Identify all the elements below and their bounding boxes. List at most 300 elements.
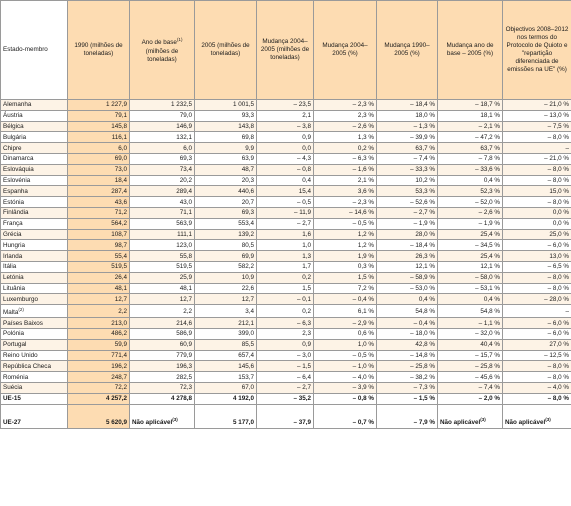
cell-state: Espanha (1, 186, 68, 197)
cell-change-base-05-pct: – 32,0 % (438, 329, 503, 340)
table-row (1, 121, 571, 132)
cell-change-04-05-pct: 2,3 % (314, 110, 377, 121)
cell-change-90-05-pct: 0,4 % (377, 294, 438, 305)
table-row (1, 350, 571, 361)
cell-change-04-05-pct: 0,3 % (314, 261, 377, 272)
cell-state: Grécia (1, 229, 68, 240)
cell-1990: 196,2 (68, 361, 130, 372)
cell-2005: 10,9 (195, 272, 257, 283)
table-row (1, 294, 571, 305)
cell-change-mt: – 23,5 (257, 100, 314, 111)
cell-change-mt: 1,6 (257, 229, 314, 240)
cell-kyoto-target: – 8,0 % (503, 272, 571, 283)
cell-2005: 553,4 (195, 218, 257, 229)
table-row (1, 175, 571, 186)
cell-state: UE-27 (1, 404, 68, 428)
cell-kyoto-target: – 8,0 % (503, 132, 571, 143)
header-change-base-2005-pct: Mudança ano de base – 2005 (%) (438, 1, 503, 100)
cell-kyoto-target: – 6,0 % (503, 329, 571, 340)
table-row (1, 207, 571, 218)
state-name: Malta (3, 309, 19, 317)
cell-change-90-05-pct: – 33,3 % (377, 164, 438, 175)
table-row (1, 143, 571, 154)
cell-change-04-05-pct: – 0,5 % (314, 218, 377, 229)
cell-kyoto-target: 13,0 % (503, 251, 571, 262)
cell-state: Portugal (1, 339, 68, 350)
cell-kyoto-target: 0,0 % (503, 218, 571, 229)
cell-1990: 771,4 (68, 350, 130, 361)
cell-1990: 486,2 (68, 329, 130, 340)
table-row (1, 229, 571, 240)
cell-kyoto-target: – 4,0 % (503, 383, 571, 394)
cell-base-year: 586,9 (130, 329, 195, 340)
cell-base-year: 25,9 (130, 272, 195, 283)
cell-change-base-05-pct: – 2,1 % (438, 121, 503, 132)
cell-change-mt: 1,0 (257, 240, 314, 251)
cell-2005: 80,5 (195, 240, 257, 251)
cell-base-year: 20,2 (130, 175, 195, 186)
cell-1990: 59,9 (68, 339, 130, 350)
cell-kyoto-target: – 12,5 % (503, 350, 571, 361)
cell-state: Hungria (1, 240, 68, 251)
cell-change-mt: 0,2 (257, 305, 314, 318)
cell-change-mt: 0,9 (257, 339, 314, 350)
cell-change-90-05-pct: – 18,0 % (377, 329, 438, 340)
cell-change-base-05-pct: – 15,7 % (438, 350, 503, 361)
cell-state: Reino Unido (1, 350, 68, 361)
cell-change-mt: 0,2 (257, 272, 314, 283)
cell-change-base-05-pct: 52,3 % (438, 186, 503, 197)
cell-state: Luxemburgo (1, 294, 68, 305)
cell-kyoto-target: 0,0 % (503, 207, 571, 218)
cell-change-base-05-pct: – 33,6 % (438, 164, 503, 175)
table-body (1, 100, 571, 429)
cell-state: Bélgica (1, 121, 68, 132)
cell-state: Bulgária (1, 132, 68, 143)
cell-base-year: 72,3 (130, 383, 195, 394)
cell-kyoto-target: – 6,5 % (503, 261, 571, 272)
cell-2005: 20,3 (195, 175, 257, 186)
cell-1990: 43,6 (68, 197, 130, 208)
not-applicable-text: Não aplicável (440, 418, 481, 426)
table-row (1, 186, 571, 197)
table-row (1, 361, 571, 372)
cell-state: Letónia (1, 272, 68, 283)
table-row-ue15 (1, 393, 571, 404)
cell-state: Itália (1, 261, 68, 272)
table-row (1, 218, 571, 229)
cell-change-90-05-pct: – 14,8 % (377, 350, 438, 361)
cell-change-90-05-pct: – 58,9 % (377, 272, 438, 283)
cell-2005: 212,1 (195, 318, 257, 329)
cell-change-90-05-pct: – 1,5 % (377, 393, 438, 404)
cell-change-90-05-pct: – 2,7 % (377, 207, 438, 218)
cell-1990: 4 257,2 (68, 393, 130, 404)
cell-change-04-05-pct: 1,0 % (314, 339, 377, 350)
cell-2005: 85,5 (195, 339, 257, 350)
cell-change-04-05-pct: 6,1 % (314, 305, 377, 318)
cell-change-90-05-pct: – 7,9 % (377, 404, 438, 428)
cell-base-year: 60,9 (130, 339, 195, 350)
table-row (1, 272, 571, 283)
cell-change-base-05-pct: – 2,6 % (438, 207, 503, 218)
header-change-2004-2005-mt: Mudança 2004–2005 (milhões de toneladas) (257, 1, 314, 100)
cell-change-04-05-pct: – 2,9 % (314, 318, 377, 329)
table-row (1, 329, 571, 340)
cell-change-base-05-pct: – 7,8 % (438, 153, 503, 164)
cell-change-base-05-pct: – 2,0 % (438, 393, 503, 404)
cell-state: Polónia (1, 329, 68, 340)
cell-change-base-05-pct: 63,7 % (438, 143, 503, 154)
cell-1990: 213,0 (68, 318, 130, 329)
footnote-ref: (3) (480, 416, 486, 422)
cell-base-year: 12,7 (130, 294, 195, 305)
table-row (1, 261, 571, 272)
cell-2005: 69,9 (195, 251, 257, 262)
cell-change-base-05-pct: – 7,4 % (438, 383, 503, 394)
cell-1990: 55,4 (68, 251, 130, 262)
cell-change-04-05-pct: 1,5 % (314, 272, 377, 283)
cell-change-04-05-pct: 1,2 % (314, 229, 377, 240)
table-row (1, 153, 571, 164)
cell-2005: 440,6 (195, 186, 257, 197)
cell-change-04-05-pct: 7,2 % (314, 283, 377, 294)
table-row (1, 197, 571, 208)
header-member-state: Estado-membro (1, 1, 68, 100)
cell-kyoto-target: – (503, 305, 571, 318)
cell-change-mt: – 1,5 (257, 361, 314, 372)
cell-kyoto-target: – (503, 143, 571, 154)
cell-change-mt: – 6,4 (257, 372, 314, 383)
cell-state: Eslovénia (1, 175, 68, 186)
cell-change-90-05-pct: 10,2 % (377, 175, 438, 186)
cell-change-90-05-pct: – 53,0 % (377, 283, 438, 294)
cell-change-90-05-pct: 12,1 % (377, 261, 438, 272)
cell-kyoto-target: – 8,0 % (503, 197, 571, 208)
cell-change-base-05-pct: – 1,9 % (438, 218, 503, 229)
cell-2005: 48,7 (195, 164, 257, 175)
cell-state: Países Baixos (1, 318, 68, 329)
cell-1990: 287,4 (68, 186, 130, 197)
table-row (1, 100, 571, 111)
cell-state: Irlanda (1, 251, 68, 262)
header-base-year (130, 1, 195, 100)
cell-change-90-05-pct: 63,7 % (377, 143, 438, 154)
cell-change-04-05-pct: – 2,3 % (314, 100, 377, 111)
footnote-ref: (3) (545, 416, 551, 422)
cell-2005: 63,9 (195, 153, 257, 164)
cell-2005: 9,9 (195, 143, 257, 154)
cell-base-year: 6,0 (130, 143, 195, 154)
cell-change-base-05-pct: 54,8 % (438, 305, 503, 318)
header-base-year-label: Ano de base (141, 39, 177, 47)
cell-kyoto-target: – 8,0 % (503, 361, 571, 372)
cell-state: Estónia (1, 197, 68, 208)
cell-change-base-05-pct: – 34,5 % (438, 240, 503, 251)
cell-base-year: 519,5 (130, 261, 195, 272)
cell-1990: 72,2 (68, 383, 130, 394)
cell-2005: 399,0 (195, 329, 257, 340)
cell-1990: 6,0 (68, 143, 130, 154)
cell-1990: 248,7 (68, 372, 130, 383)
cell-kyoto-target: – 21,0 % (503, 153, 571, 164)
cell-change-base-05-pct: 0,4 % (438, 294, 503, 305)
cell-change-mt: 1,7 (257, 261, 314, 272)
cell-change-04-05-pct: – 1,0 % (314, 361, 377, 372)
cell-change-04-05-pct: – 2,3 % (314, 197, 377, 208)
cell-change-mt: – 35,2 (257, 393, 314, 404)
cell-base-year: 123,0 (130, 240, 195, 251)
cell-kyoto-target: – 28,0 % (503, 294, 571, 305)
cell-change-mt: – 3,0 (257, 350, 314, 361)
cell-change-90-05-pct: – 18,4 % (377, 100, 438, 111)
cell-change-base-05-pct: – 45,6 % (438, 372, 503, 383)
cell-change-04-05-pct: 0,6 % (314, 329, 377, 340)
cell-base-year (130, 404, 195, 428)
cell-2005: 143,8 (195, 121, 257, 132)
header-kyoto-targets: Objectivos 2008–2012 nos termos do Protocolo de Quioto e "repartição diferenciada de emissões na UE" (%) (503, 1, 571, 100)
cell-1990: 12,7 (68, 294, 130, 305)
cell-2005: 153,7 (195, 372, 257, 383)
cell-change-90-05-pct: 42,8 % (377, 339, 438, 350)
table-row (1, 110, 571, 121)
cell-change-base-05-pct: – 53,1 % (438, 283, 503, 294)
cell-change-base-05-pct: 12,1 % (438, 261, 503, 272)
cell-change-90-05-pct: 54,8 % (377, 305, 438, 318)
cell-base-year: 4 278,8 (130, 393, 195, 404)
cell-change-04-05-pct: 2,1 % (314, 175, 377, 186)
cell-change-04-05-pct: – 1,6 % (314, 164, 377, 175)
cell-state: França (1, 218, 68, 229)
cell-state: Roménia (1, 372, 68, 383)
cell-1990: 519,5 (68, 261, 130, 272)
cell-kyoto-target: – 8,0 % (503, 175, 571, 186)
cell-change-90-05-pct: 53,3 % (377, 186, 438, 197)
cell-change-mt: – 2,7 (257, 218, 314, 229)
cell-1990: 26,4 (68, 272, 130, 283)
cell-change-base-05-pct: – 58,0 % (438, 272, 503, 283)
cell-state: Chipre (1, 143, 68, 154)
cell-base-year: 71,1 (130, 207, 195, 218)
table-header-row (1, 1, 571, 100)
cell-base-year: 779,9 (130, 350, 195, 361)
cell-1990: 108,7 (68, 229, 130, 240)
cell-state: UE-15 (1, 393, 68, 404)
cell-2005: 1 001,5 (195, 100, 257, 111)
cell-2005: 4 192,0 (195, 393, 257, 404)
cell-change-mt: – 4,3 (257, 153, 314, 164)
cell-1990: 73,0 (68, 164, 130, 175)
cell-base-year: 111,1 (130, 229, 195, 240)
cell-change-mt: – 37,9 (257, 404, 314, 428)
cell-change-base-05-pct: 40,4 % (438, 339, 503, 350)
cell-kyoto-target: – 8,0 % (503, 372, 571, 383)
cell-kyoto-target: – 8,0 % (503, 393, 571, 404)
cell-kyoto-target: – 8,0 % (503, 164, 571, 175)
table-row (1, 251, 571, 262)
table-row (1, 240, 571, 251)
cell-change-mt: – 0,1 (257, 294, 314, 305)
not-applicable-text: Não aplicável (505, 418, 546, 426)
cell-change-90-05-pct: – 38,2 % (377, 372, 438, 383)
cell-base-year: 2,2 (130, 305, 195, 318)
cell-base-year: 214,6 (130, 318, 195, 329)
cell-change-mt: 2,1 (257, 110, 314, 121)
cell-change-base-05-pct: – 52,0 % (438, 197, 503, 208)
cell-change-mt: – 3,8 (257, 121, 314, 132)
cell-change-90-05-pct: – 52,6 % (377, 197, 438, 208)
cell-change-base-05-pct: 18,1 % (438, 110, 503, 121)
cell-change-04-05-pct: – 4,0 % (314, 372, 377, 383)
cell-base-year: 55,8 (130, 251, 195, 262)
cell-2005: 582,2 (195, 261, 257, 272)
header-2005: 2005 (milhões de toneladas) (195, 1, 257, 100)
cell-2005: 69,3 (195, 207, 257, 218)
cell-kyoto-target: – 6,0 % (503, 318, 571, 329)
cell-2005: 145,6 (195, 361, 257, 372)
header-base-year-unit: (milhões de toneladas) (145, 47, 179, 63)
cell-state: Alemanha (1, 100, 68, 111)
cell-change-04-05-pct: – 2,6 % (314, 121, 377, 132)
cell-state: República Checa (1, 361, 68, 372)
table-row (1, 383, 571, 394)
cell-change-90-05-pct: – 7,4 % (377, 153, 438, 164)
cell-change-base-05-pct: – 25,8 % (438, 361, 503, 372)
cell-change-04-05-pct: – 14,6 % (314, 207, 377, 218)
cell-1990: 48,1 (68, 283, 130, 294)
cell-change-04-05-pct: – 0,4 % (314, 294, 377, 305)
cell-change-base-05-pct: – 47,2 % (438, 132, 503, 143)
cell-1990: 145,8 (68, 121, 130, 132)
table-row (1, 164, 571, 175)
cell-change-90-05-pct: 26,3 % (377, 251, 438, 262)
cell-change-90-05-pct: – 7,3 % (377, 383, 438, 394)
cell-change-mt: 0,0 (257, 143, 314, 154)
cell-change-mt: – 0,5 (257, 197, 314, 208)
cell-base-year: 563,9 (130, 218, 195, 229)
cell-1990: 564,2 (68, 218, 130, 229)
cell-1990: 71,2 (68, 207, 130, 218)
cell-change-90-05-pct: – 1,3 % (377, 121, 438, 132)
cell-change-base-05-pct: – 1,1 % (438, 318, 503, 329)
cell-2005: 139,2 (195, 229, 257, 240)
cell-change-04-05-pct: – 3,9 % (314, 383, 377, 394)
cell-change-mt: – 0,8 (257, 164, 314, 175)
cell-base-year: 196,3 (130, 361, 195, 372)
cell-change-mt: – 11,9 (257, 207, 314, 218)
cell-1990: 5 620,9 (68, 404, 130, 428)
cell-kyoto-target: – 6,0 % (503, 240, 571, 251)
cell-1990: 79,1 (68, 110, 130, 121)
cell-base-year: 146,9 (130, 121, 195, 132)
cell-1990: 116,1 (68, 132, 130, 143)
cell-1990: 2,2 (68, 305, 130, 318)
header-change-2004-2005-pct: Mudança 2004–2005 (%) (314, 1, 377, 100)
cell-change-mt: 0,9 (257, 132, 314, 143)
cell-state: Áustria (1, 110, 68, 121)
cell-change-90-05-pct: 18,0 % (377, 110, 438, 121)
cell-state: Eslováquia (1, 164, 68, 175)
cell-change-04-05-pct: – 0,5 % (314, 350, 377, 361)
cell-1990: 18,4 (68, 175, 130, 186)
cell-base-year: 1 232,5 (130, 100, 195, 111)
cell-base-year: 43,0 (130, 197, 195, 208)
cell-change-base-05-pct: 25,4 % (438, 251, 503, 262)
cell-change-base-05-pct: 25,4 % (438, 229, 503, 240)
cell-state (1, 305, 68, 318)
header-1990: 1990 (milhões de toneladas) (68, 1, 130, 100)
cell-kyoto-target: 25,0 % (503, 229, 571, 240)
cell-base-year: 289,4 (130, 186, 195, 197)
cell-change-mt: 1,5 (257, 283, 314, 294)
cell-change-90-05-pct: – 18,4 % (377, 240, 438, 251)
cell-change-mt: 15,4 (257, 186, 314, 197)
cell-state: Dinamarca (1, 153, 68, 164)
cell-base-year: 69,3 (130, 153, 195, 164)
cell-change-04-05-pct: 0,2 % (314, 143, 377, 154)
cell-change-base-05-pct (438, 404, 503, 428)
footnote-ref: (1) (176, 37, 183, 43)
cell-2005: 5 177,0 (195, 404, 257, 428)
cell-change-90-05-pct: – 0,4 % (377, 318, 438, 329)
cell-change-04-05-pct: – 0,8 % (314, 393, 377, 404)
cell-base-year: 282,5 (130, 372, 195, 383)
cell-change-mt: – 6,3 (257, 318, 314, 329)
cell-kyoto-target: 15,0 % (503, 186, 571, 197)
cell-2005: 22,6 (195, 283, 257, 294)
table-row (1, 339, 571, 350)
cell-kyoto-target: 27,0 % (503, 339, 571, 350)
cell-change-90-05-pct: – 25,8 % (377, 361, 438, 372)
table-row (1, 305, 571, 318)
cell-change-mt: 2,3 (257, 329, 314, 340)
cell-1990: 1 227,9 (68, 100, 130, 111)
cell-change-04-05-pct: 3,6 % (314, 186, 377, 197)
cell-change-mt: 1,3 (257, 251, 314, 262)
cell-change-90-05-pct: – 39,9 % (377, 132, 438, 143)
cell-change-mt: – 2,7 (257, 383, 314, 394)
footnote-ref: (2) (18, 307, 24, 313)
cell-2005: 93,3 (195, 110, 257, 121)
table-row (1, 132, 571, 143)
cell-2005: 69,8 (195, 132, 257, 143)
header-change-1990-2005-pct: Mudança 1990–2005 (%) (377, 1, 438, 100)
table-row (1, 318, 571, 329)
cell-2005: 3,4 (195, 305, 257, 318)
cell-change-mt: 0,4 (257, 175, 314, 186)
table-row-ue27 (1, 404, 571, 428)
cell-2005: 12,7 (195, 294, 257, 305)
cell-state: Suécia (1, 383, 68, 394)
cell-change-base-05-pct: 0,4 % (438, 175, 503, 186)
cell-base-year: 48,1 (130, 283, 195, 294)
cell-1990: 98,7 (68, 240, 130, 251)
table-row (1, 372, 571, 383)
cell-state: Lituânia (1, 283, 68, 294)
cell-state: Finlândia (1, 207, 68, 218)
cell-change-04-05-pct: 1,2 % (314, 240, 377, 251)
cell-kyoto-target: – 13,0 % (503, 110, 571, 121)
not-applicable-text: Não aplicável (132, 418, 173, 426)
cell-change-90-05-pct: – 1,9 % (377, 218, 438, 229)
footnote-ref: (3) (172, 416, 178, 422)
cell-2005: 20,7 (195, 197, 257, 208)
cell-kyoto-target: – 21,0 % (503, 100, 571, 111)
cell-change-90-05-pct: 28,0 % (377, 229, 438, 240)
cell-1990: 69,0 (68, 153, 130, 164)
cell-change-04-05-pct: – 0,7 % (314, 404, 377, 428)
cell-kyoto-target (503, 404, 571, 428)
